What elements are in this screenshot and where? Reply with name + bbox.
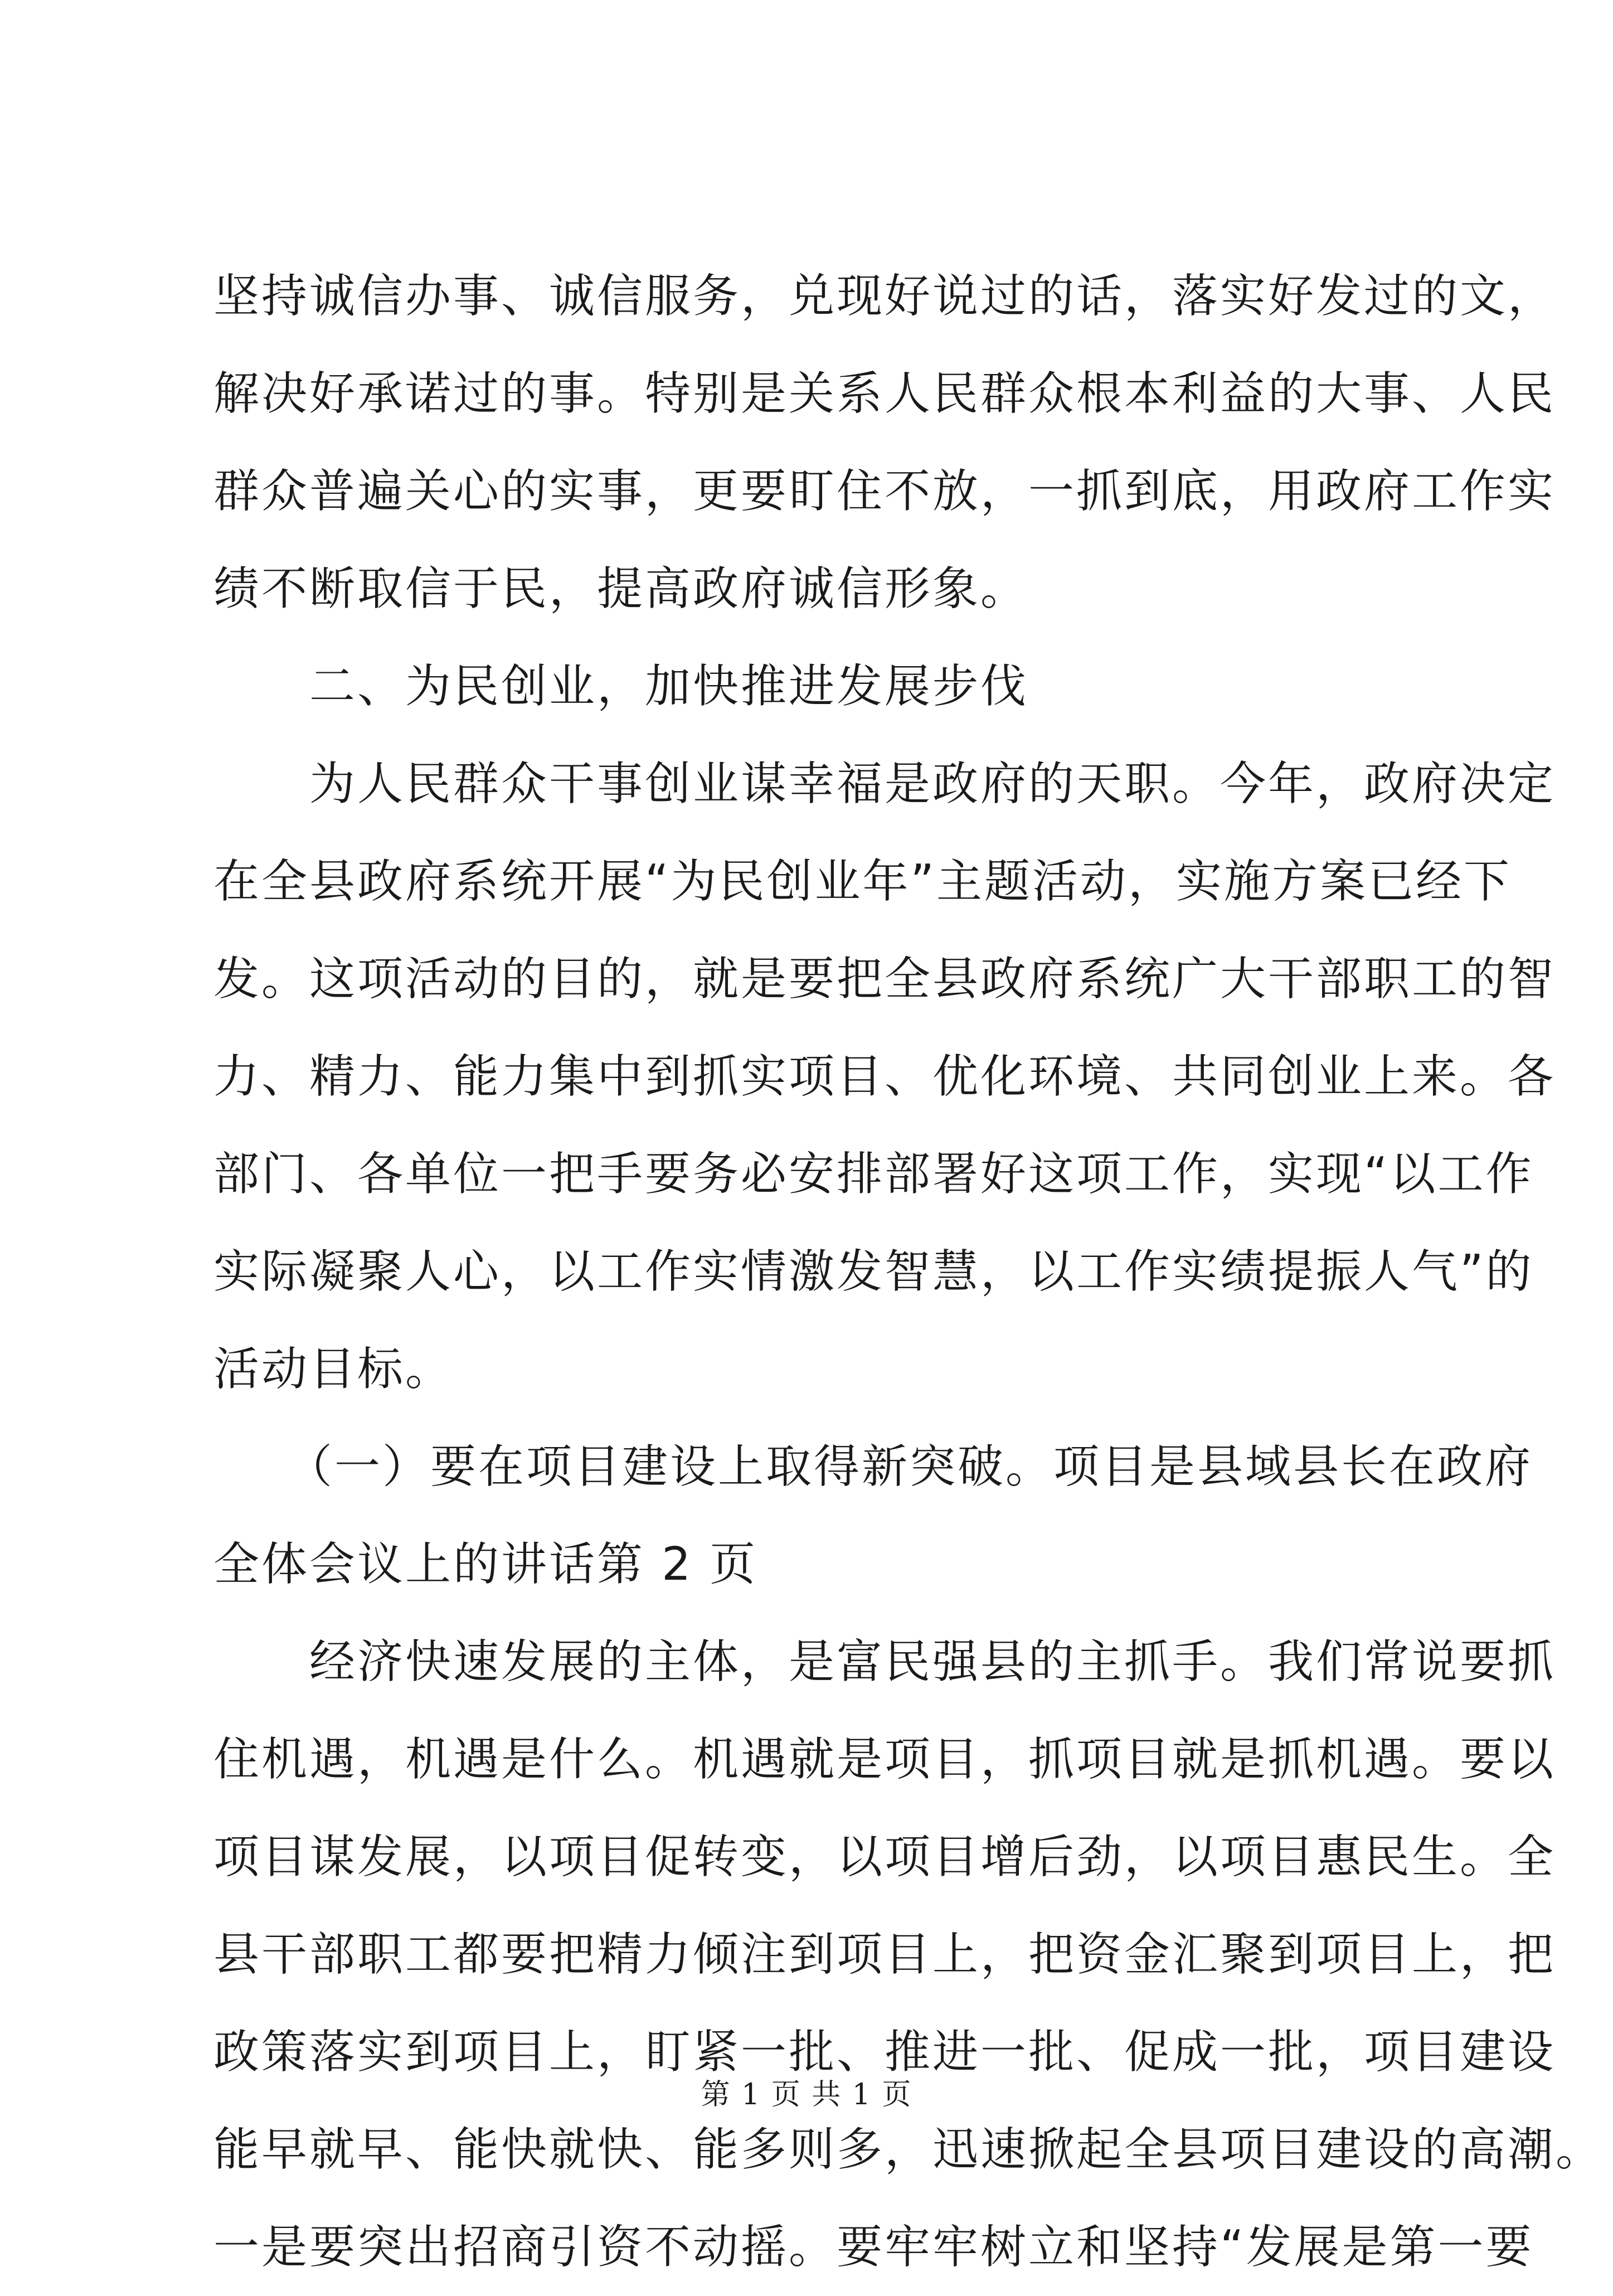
text-line: 一是要突出招商引资不动摇。要牢牢树立和坚持“发展是第一要 xyxy=(213,2221,1534,2274)
text-line: 在全县政府系统开展“为民创业年”主题活动，实施方案已经下 xyxy=(213,855,1512,908)
text-line: 住机遇，机遇是什么。机遇就是项目，抓项目就是抓机遇。要以 xyxy=(213,1733,1556,1786)
text-line: 实际凝聚人心，以工作实情激发智慧，以工作实绩提振人气”的 xyxy=(213,1245,1534,1298)
text-line: 为人民群众干事创业谋幸福是政府的天职。今年，政府决定 xyxy=(213,758,1556,810)
text-line: 能早就早、能快就快、能多则多，迅速掀起全县项目建设的高潮。 xyxy=(213,2123,1604,2176)
body-text xyxy=(213,247,1604,2296)
section-heading: 二、为民创业，加快推进发展步伐 xyxy=(213,660,1029,713)
text-line: 部门、各单位一把手要务必安排部署好这项工作，实现“以工作 xyxy=(213,1148,1534,1201)
subsection-heading: （一）要在项目建设上取得新突破。项目是县域县长在政府 xyxy=(213,1440,1533,1493)
text-line: 坚持诚信办事、诚信服务，兑现好说过的话，落实好发过的文， xyxy=(213,270,1556,323)
text-line: 解决好承诺过的事。特别是关系人民群众根本利益的大事、人民 xyxy=(213,367,1556,420)
text-line: 项目谋发展，以项目促转变，以项目增后劲，以项目惠民生。全 xyxy=(213,1831,1556,1884)
text-line: 力、精力、能力集中到抓实项目、优化环境、共同创业上来。各 xyxy=(213,1050,1556,1103)
text-line: 政策落实到项目上，盯紧一批、推进一批、促成一批，项目建设 xyxy=(213,2026,1556,2079)
text-line: 县干部职工都要把精力倾注到项目上，把资金汇聚到项目上，把 xyxy=(213,1928,1556,1981)
text-line: 全体会议上的讲话第 2 页 xyxy=(213,1538,758,1591)
text-line: 活动目标。 xyxy=(213,1343,454,1396)
text-line: 绩不断取信于民，提高政府诚信形象。 xyxy=(213,562,1029,615)
text-line: 群众普遍关心的实事，更要盯住不放，一抓到底，用政府工作实 xyxy=(213,465,1556,518)
text-line: 发。这项活动的目的，就是要把全县政府系统广大干部职工的智 xyxy=(213,953,1556,1006)
text-line: 经济快速发展的主体，是富民强县的主抓手。我们常说要抓 xyxy=(213,1635,1556,1688)
page-footer: 第 1 页 共 1 页 xyxy=(701,2078,912,2111)
